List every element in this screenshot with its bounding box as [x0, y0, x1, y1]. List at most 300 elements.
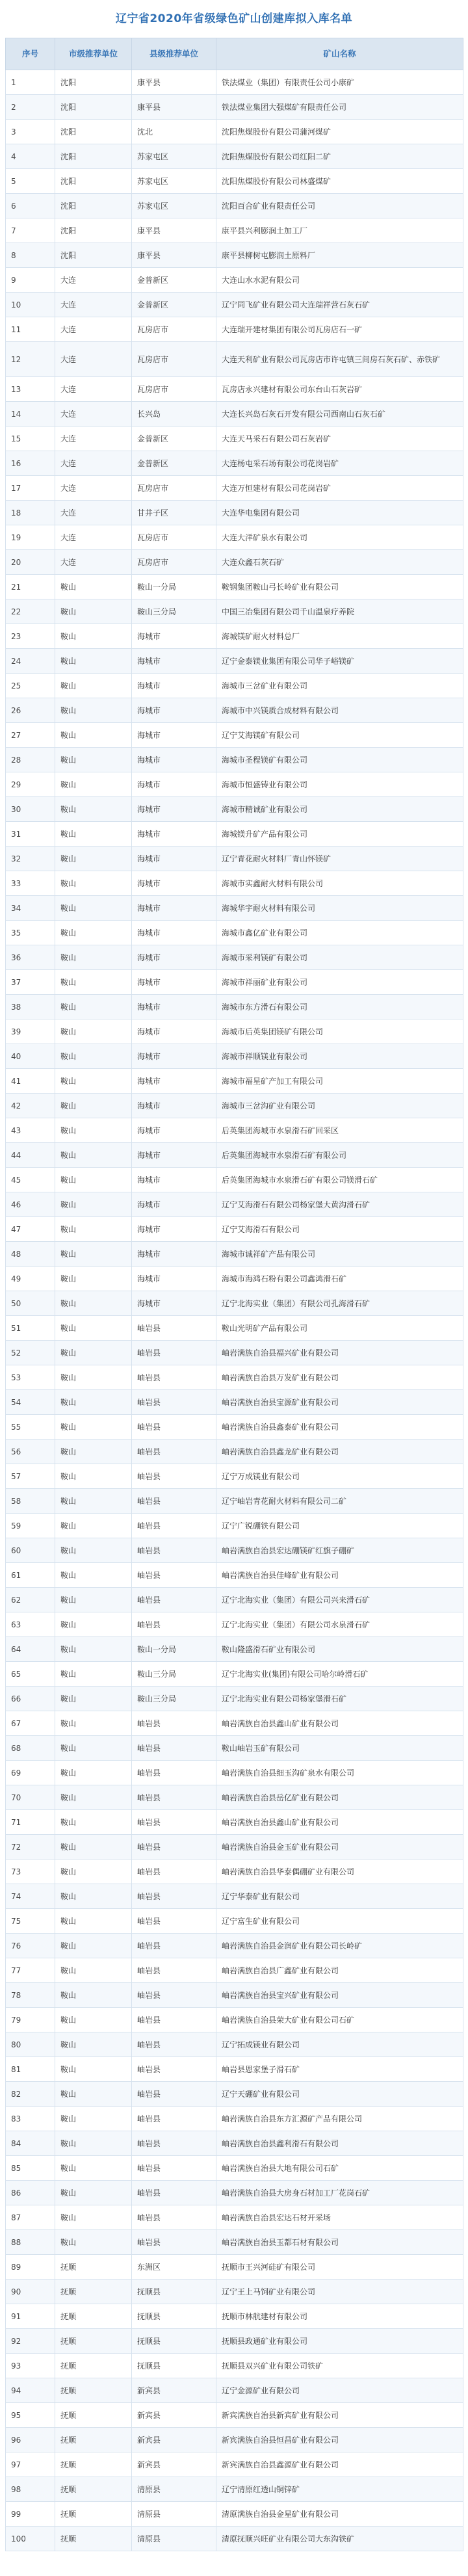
cell-mine-name: 抚顺县双兴矿业有限公司铁矿 [216, 2354, 463, 2378]
cell-mine-name: 辽宁艾海滑石有限公司 [216, 1217, 463, 1242]
table-row [6, 1415, 463, 1439]
cell-county-unit: 海城市 [132, 871, 216, 896]
cell-serial-number: 82 [6, 2082, 55, 2107]
cell-mine-name: 大连万恒建材有限公司花岗岩矿 [216, 476, 463, 501]
cell-serial-number: 6 [6, 194, 55, 218]
cell-serial-number: 35 [6, 921, 55, 945]
table-row [6, 1439, 463, 1464]
cell-serial-number: 95 [6, 2403, 55, 2428]
cell-mine-name: 鞍山光明矿产品有限公司 [216, 1316, 463, 1341]
cell-mine-name: 康平县兴利膨润土加工厂 [216, 218, 463, 243]
cell-city-unit: 鞍山 [55, 2008, 132, 2032]
cell-county-unit: 瓦房店市 [132, 550, 216, 575]
cell-serial-number: 3 [6, 120, 55, 144]
cell-county-unit: 岫岩县 [132, 2205, 216, 2230]
table-row [6, 1884, 463, 1909]
cell-county-unit: 岫岩县 [132, 1588, 216, 1612]
cell-serial-number: 85 [6, 2156, 55, 2181]
cell-city-unit: 鞍山 [55, 1588, 132, 1612]
table-row [6, 1588, 463, 1612]
table-row [6, 2255, 463, 2280]
cell-county-unit: 岫岩县 [132, 1464, 216, 1489]
table-row [6, 144, 463, 169]
cell-serial-number: 14 [6, 402, 55, 427]
cell-city-unit: 鞍山 [55, 1168, 132, 1192]
cell-city-unit: 大连 [55, 525, 132, 550]
cell-county-unit: 岫岩县 [132, 2032, 216, 2057]
table-row [6, 1835, 463, 1860]
cell-county-unit: 岫岩县 [132, 1489, 216, 1514]
cell-city-unit: 大连 [55, 402, 132, 427]
cell-serial-number: 62 [6, 1588, 55, 1612]
cell-county-unit: 岫岩县 [132, 1538, 216, 1563]
cell-mine-name: 新宾满族自治县恒昌矿业有限公司 [216, 2428, 463, 2452]
cell-serial-number: 99 [6, 2502, 55, 2527]
cell-mine-name: 岫岩满族自治县宏达石材开采场 [216, 2205, 463, 2230]
cell-city-unit: 抚顺 [55, 2502, 132, 2527]
cell-city-unit: 鞍山 [55, 945, 132, 970]
cell-serial-number: 34 [6, 896, 55, 921]
cell-county-unit: 海城市 [132, 1143, 216, 1168]
cell-mine-name: 海城市祥丽矿业有限公司 [216, 970, 463, 995]
cell-county-unit: 岫岩县 [132, 2156, 216, 2181]
cell-serial-number: 32 [6, 847, 55, 871]
cell-city-unit: 大连 [55, 293, 132, 317]
cell-serial-number: 29 [6, 772, 55, 797]
cell-serial-number: 72 [6, 1835, 55, 1860]
cell-mine-name: 岫岩满族自治县金润矿业有限公司长岭矿 [216, 1934, 463, 1958]
cell-mine-name: 海城市三岔沟矿业有限公司 [216, 1094, 463, 1118]
cell-county-unit: 海城市 [132, 1044, 216, 1069]
table-row [6, 1390, 463, 1415]
cell-county-unit: 岫岩县 [132, 1983, 216, 2008]
cell-county-unit: 海城市 [132, 1069, 216, 1094]
cell-city-unit: 鞍山 [55, 2131, 132, 2156]
cell-mine-name: 康平县柳树屯膨润土原料厂 [216, 243, 463, 268]
cell-mine-name: 岫岩满族自治县宝源矿业有限公司 [216, 1390, 463, 1415]
cell-city-unit: 鞍山 [55, 599, 132, 624]
cell-mine-name: 沈阳焦煤股份有限公司红阳二矿 [216, 144, 463, 169]
cell-city-unit: 鞍山 [55, 674, 132, 698]
cell-serial-number: 56 [6, 1439, 55, 1464]
cell-city-unit: 鞍山 [55, 1291, 132, 1316]
table-row [6, 2502, 463, 2527]
cell-county-unit: 岫岩县 [132, 1835, 216, 1860]
cell-city-unit: 大连 [55, 377, 132, 402]
cell-county-unit: 岫岩县 [132, 1860, 216, 1884]
cell-city-unit: 鞍山 [55, 2230, 132, 2255]
table-row [6, 1761, 463, 1785]
cell-serial-number: 70 [6, 1785, 55, 1810]
cell-county-unit: 岫岩县 [132, 1909, 216, 1934]
cell-serial-number: 21 [6, 575, 55, 599]
cell-mine-name: 新宾满族自治县新宾矿业有限公司 [216, 2403, 463, 2428]
table-row [6, 2329, 463, 2354]
cell-mine-name: 海城市实鑫耐火材料有限公司 [216, 871, 463, 896]
cell-city-unit: 沈阳 [55, 169, 132, 194]
cell-serial-number: 86 [6, 2181, 55, 2205]
cell-county-unit: 海城市 [132, 896, 216, 921]
cell-county-unit: 岫岩县 [132, 1761, 216, 1785]
table-row [6, 1785, 463, 1810]
cell-county-unit: 岫岩县 [132, 1736, 216, 1761]
cell-mine-name: 海城市三岔矿业有限公司 [216, 674, 463, 698]
cell-mine-name: 辽宁北海实业（集团）有限公司孔海滑石矿 [216, 1291, 463, 1316]
cell-mine-name: 海城市圣程镁矿有限公司 [216, 748, 463, 772]
table-header-row [6, 38, 463, 70]
table-row [6, 1736, 463, 1761]
table-row [6, 427, 463, 451]
cell-mine-name: 海城市海鸿石粉有限公司鑫鸿滑石矿 [216, 1267, 463, 1291]
cell-city-unit: 鞍山 [55, 1439, 132, 1464]
cell-city-unit: 鞍山 [55, 1687, 132, 1711]
cell-serial-number: 83 [6, 2107, 55, 2131]
cell-county-unit: 海城市 [132, 847, 216, 871]
cell-county-unit: 岫岩县 [132, 2181, 216, 2205]
cell-mine-name: 辽宁青花耐火材料厂青山怀镁矿 [216, 847, 463, 871]
cell-county-unit: 瓦房店市 [132, 342, 216, 377]
cell-city-unit: 鞍山 [55, 896, 132, 921]
cell-county-unit: 清原县 [132, 2527, 216, 2551]
table-row [6, 268, 463, 293]
cell-serial-number: 54 [6, 1390, 55, 1415]
cell-county-unit: 抚顺县 [132, 2280, 216, 2304]
cell-city-unit: 抚顺 [55, 2403, 132, 2428]
cell-city-unit: 大连 [55, 268, 132, 293]
table-row [6, 525, 463, 550]
cell-county-unit: 苏家屯区 [132, 144, 216, 169]
cell-city-unit: 鞍山 [55, 1390, 132, 1415]
cell-serial-number: 64 [6, 1637, 55, 1662]
cell-mine-name: 海城市诚祥矿产品有限公司 [216, 1242, 463, 1267]
cell-county-unit: 岫岩县 [132, 1785, 216, 1810]
cell-serial-number: 19 [6, 525, 55, 550]
cell-serial-number: 59 [6, 1514, 55, 1538]
table-row [6, 2304, 463, 2329]
cell-serial-number: 23 [6, 624, 55, 649]
cell-city-unit: 鞍山 [55, 1983, 132, 2008]
table-row [6, 1563, 463, 1588]
cell-county-unit: 海城市 [132, 945, 216, 970]
cell-city-unit: 鞍山 [55, 1489, 132, 1514]
cell-serial-number: 8 [6, 243, 55, 268]
cell-serial-number: 91 [6, 2304, 55, 2329]
table-row [6, 1934, 463, 1958]
table-row [6, 847, 463, 871]
cell-county-unit: 长兴岛 [132, 402, 216, 427]
cell-city-unit: 鞍山 [55, 1958, 132, 1983]
cell-serial-number: 27 [6, 723, 55, 748]
table-row [6, 1192, 463, 1217]
table-row [6, 2452, 463, 2477]
cell-serial-number: 98 [6, 2477, 55, 2502]
cell-serial-number: 96 [6, 2428, 55, 2452]
cell-serial-number: 9 [6, 268, 55, 293]
cell-mine-name: 岫岩满族自治县岳亿矿业有限公司 [216, 1785, 463, 1810]
cell-city-unit: 鞍山 [55, 822, 132, 847]
cell-county-unit: 鞍山三分局 [132, 599, 216, 624]
cell-city-unit: 抚顺 [55, 2452, 132, 2477]
cell-city-unit: 鞍山 [55, 871, 132, 896]
cell-city-unit: 鞍山 [55, 2082, 132, 2107]
page-title: 辽宁省2020年省级绿色矿山创建库拟入库名单 [115, 12, 353, 25]
cell-city-unit: 鞍山 [55, 1538, 132, 1563]
cell-county-unit: 瓦房店市 [132, 377, 216, 402]
cell-mine-name: 鞍钢集团鞍山弓长岭矿业有限公司 [216, 575, 463, 599]
table-row [6, 2205, 463, 2230]
cell-mine-name: 海城市精诚矿业有限公司 [216, 797, 463, 822]
table-row [6, 896, 463, 921]
mine-list-table [5, 38, 463, 2551]
cell-mine-name: 鞍山隆盛滑石矿业有限公司 [216, 1637, 463, 1662]
table-row [6, 2082, 463, 2107]
cell-county-unit: 鞍山三分局 [132, 1687, 216, 1711]
cell-mine-name: 大连华电集团有限公司 [216, 501, 463, 525]
table-row [6, 2230, 463, 2255]
cell-mine-name: 辽宁艾海镁矿有限公司 [216, 723, 463, 748]
cell-mine-name: 大连山水水泥有限公司 [216, 268, 463, 293]
table-row [6, 772, 463, 797]
table-row [6, 2280, 463, 2304]
cell-city-unit: 鞍山 [55, 1612, 132, 1637]
cell-serial-number: 90 [6, 2280, 55, 2304]
cell-serial-number: 2 [6, 95, 55, 120]
cell-city-unit: 鞍山 [55, 698, 132, 723]
cell-city-unit: 鞍山 [55, 1192, 132, 1217]
cell-city-unit: 鞍山 [55, 1415, 132, 1439]
cell-city-unit: 抚顺 [55, 2329, 132, 2354]
cell-serial-number: 28 [6, 748, 55, 772]
table-row [6, 674, 463, 698]
cell-mine-name: 铁法煤业集团大强煤矿有限责任公司 [216, 95, 463, 120]
cell-serial-number: 53 [6, 1365, 55, 1390]
table-row [6, 921, 463, 945]
table-row [6, 1983, 463, 2008]
cell-mine-name: 大连杨屯采石场有限公司花岗岩矿 [216, 451, 463, 476]
table-row [6, 599, 463, 624]
cell-city-unit: 沈阳 [55, 243, 132, 268]
cell-county-unit: 海城市 [132, 1094, 216, 1118]
cell-serial-number: 33 [6, 871, 55, 896]
cell-mine-name: 后英集团海城市水泉滑石矿回采区 [216, 1118, 463, 1143]
cell-serial-number: 40 [6, 1044, 55, 1069]
cell-serial-number: 100 [6, 2527, 55, 2551]
cell-serial-number: 75 [6, 1909, 55, 1934]
table-row [6, 95, 463, 120]
cell-county-unit: 鞍山一分局 [132, 575, 216, 599]
cell-mine-name: 岫岩满族自治县鑫泰矿业有限公司 [216, 1415, 463, 1439]
cell-county-unit: 清原县 [132, 2502, 216, 2527]
cell-city-unit: 沈阳 [55, 120, 132, 144]
table-row [6, 1860, 463, 1884]
table-row [6, 1909, 463, 1934]
cell-county-unit: 康平县 [132, 70, 216, 95]
cell-mine-name: 辽宁万成镁业有限公司 [216, 1464, 463, 1489]
cell-city-unit: 鞍山 [55, 2107, 132, 2131]
cell-city-unit: 鞍山 [55, 1761, 132, 1785]
cell-serial-number: 10 [6, 293, 55, 317]
cell-mine-name: 抚顺县政通矿业有限公司 [216, 2329, 463, 2354]
cell-city-unit: 鞍山 [55, 1341, 132, 1365]
cell-serial-number: 50 [6, 1291, 55, 1316]
cell-city-unit: 鞍山 [55, 1884, 132, 1909]
cell-serial-number: 97 [6, 2452, 55, 2477]
cell-serial-number: 71 [6, 1810, 55, 1835]
cell-city-unit: 鞍山 [55, 995, 132, 1019]
cell-serial-number: 61 [6, 1563, 55, 1588]
cell-city-unit: 鞍山 [55, 1019, 132, 1044]
cell-city-unit: 鞍山 [55, 1860, 132, 1884]
cell-mine-name: 岫岩满族自治县大地有限公司石矿 [216, 2156, 463, 2181]
cell-city-unit: 鞍山 [55, 1711, 132, 1736]
table-row [6, 1316, 463, 1341]
table-row [6, 2428, 463, 2452]
cell-serial-number: 44 [6, 1143, 55, 1168]
cell-serial-number: 18 [6, 501, 55, 525]
cell-county-unit: 海城市 [132, 649, 216, 674]
table-row [6, 1810, 463, 1835]
cell-mine-name: 后英集团海城市水泉滑石矿有限公司镁滑石矿 [216, 1168, 463, 1192]
cell-serial-number: 13 [6, 377, 55, 402]
table-row [6, 970, 463, 995]
cell-mine-name: 辽宁清原红透山铜锌矿 [216, 2477, 463, 2502]
table-row [6, 342, 463, 377]
header-mine-name: 矿山名称 [216, 38, 463, 70]
cell-county-unit: 岫岩县 [132, 1810, 216, 1835]
cell-city-unit: 鞍山 [55, 772, 132, 797]
cell-city-unit: 鞍山 [55, 797, 132, 822]
table-row [6, 1267, 463, 1291]
cell-serial-number: 69 [6, 1761, 55, 1785]
cell-county-unit: 海城市 [132, 748, 216, 772]
table-row [6, 1044, 463, 1069]
cell-county-unit: 海城市 [132, 772, 216, 797]
cell-mine-name: 海城市福星矿产加工有限公司 [216, 1069, 463, 1094]
cell-county-unit: 新宾县 [132, 2378, 216, 2403]
table-row [6, 1019, 463, 1044]
cell-mine-name: 辽宁岫岩青花耐火材料有限公司二矿 [216, 1489, 463, 1514]
cell-city-unit: 鞍山 [55, 1118, 132, 1143]
cell-serial-number: 88 [6, 2230, 55, 2255]
cell-serial-number: 36 [6, 945, 55, 970]
cell-serial-number: 92 [6, 2329, 55, 2354]
table-row [6, 2057, 463, 2082]
cell-mine-name: 岫岩满族自治县荣大矿业有限公司石矿 [216, 2008, 463, 2032]
cell-mine-name: 海城镁矿耐火材料总厂 [216, 624, 463, 649]
cell-city-unit: 鞍山 [55, 1736, 132, 1761]
cell-county-unit: 金普新区 [132, 451, 216, 476]
cell-serial-number: 66 [6, 1687, 55, 1711]
cell-county-unit: 抚顺县 [132, 2354, 216, 2378]
cell-county-unit: 岫岩县 [132, 2230, 216, 2255]
cell-county-unit: 岫岩县 [132, 1514, 216, 1538]
cell-county-unit: 抚顺县 [132, 2304, 216, 2329]
cell-mine-name: 岫岩满族自治县鑫山矿业有限公司 [216, 1810, 463, 1835]
cell-city-unit: 抚顺 [55, 2378, 132, 2403]
cell-mine-name: 岫岩满族自治县鑫龙矿业有限公司 [216, 1439, 463, 1464]
cell-serial-number: 31 [6, 822, 55, 847]
cell-county-unit: 新宾县 [132, 2403, 216, 2428]
cell-city-unit: 鞍山 [55, 1637, 132, 1662]
cell-mine-name: 岫岩满族自治县大房身石材加工厂花岗石矿 [216, 2181, 463, 2205]
cell-county-unit: 鞍山三分局 [132, 1662, 216, 1687]
table-row [6, 723, 463, 748]
cell-county-unit: 苏家屯区 [132, 169, 216, 194]
cell-county-unit: 瓦房店市 [132, 525, 216, 550]
cell-county-unit: 海城市 [132, 1267, 216, 1291]
cell-county-unit: 海城市 [132, 1242, 216, 1267]
cell-city-unit: 鞍山 [55, 1365, 132, 1390]
table-row [6, 377, 463, 402]
cell-serial-number: 42 [6, 1094, 55, 1118]
cell-county-unit: 海城市 [132, 1168, 216, 1192]
cell-serial-number: 80 [6, 2032, 55, 2057]
cell-county-unit: 海城市 [132, 1192, 216, 1217]
cell-city-unit: 鞍山 [55, 1909, 132, 1934]
table-row [6, 1069, 463, 1094]
cell-county-unit: 海城市 [132, 995, 216, 1019]
cell-county-unit: 岫岩县 [132, 2107, 216, 2131]
cell-mine-name: 辽宁天硼矿业有限公司 [216, 2082, 463, 2107]
cell-mine-name: 海城市中兴镁质合成材料有限公司 [216, 698, 463, 723]
table-row [6, 501, 463, 525]
cell-county-unit: 东洲区 [132, 2255, 216, 2280]
cell-mine-name: 岫岩县恩家堡子滑石矿 [216, 2057, 463, 2082]
table-row [6, 2378, 463, 2403]
table-row [6, 1687, 463, 1711]
table-row [6, 243, 463, 268]
header-serial-number: 序号 [6, 38, 55, 70]
cell-serial-number: 77 [6, 1958, 55, 1983]
table-row [6, 1094, 463, 1118]
cell-county-unit: 岫岩县 [132, 1884, 216, 1909]
cell-county-unit: 新宾县 [132, 2428, 216, 2452]
cell-mine-name: 辽宁同飞矿业有限公司大连瑞祥营石灰石矿 [216, 293, 463, 317]
cell-mine-name: 海城市鑫亿矿业有限公司 [216, 921, 463, 945]
cell-city-unit: 鞍山 [55, 2205, 132, 2230]
table-row [6, 2477, 463, 2502]
cell-city-unit: 鞍山 [55, 723, 132, 748]
cell-serial-number: 63 [6, 1612, 55, 1637]
cell-city-unit: 大连 [55, 550, 132, 575]
cell-city-unit: 鞍山 [55, 624, 132, 649]
cell-city-unit: 鞍山 [55, 2156, 132, 2181]
cell-serial-number: 45 [6, 1168, 55, 1192]
cell-city-unit: 沈阳 [55, 70, 132, 95]
cell-city-unit: 鞍山 [55, 1267, 132, 1291]
cell-mine-name: 岫岩满族自治县金玉矿业有限公司 [216, 1835, 463, 1860]
table-row [6, 550, 463, 575]
cell-city-unit: 大连 [55, 342, 132, 377]
cell-county-unit: 康平县 [132, 243, 216, 268]
table-row [6, 1118, 463, 1143]
cell-city-unit: 鞍山 [55, 1662, 132, 1687]
cell-city-unit: 抚顺 [55, 2428, 132, 2452]
cell-county-unit: 金普新区 [132, 293, 216, 317]
table-body [6, 70, 463, 2551]
cell-mine-name: 鞍山岫岩玉矿有限公司 [216, 1736, 463, 1761]
cell-serial-number: 68 [6, 1736, 55, 1761]
cell-serial-number: 4 [6, 144, 55, 169]
cell-city-unit: 鞍山 [55, 970, 132, 995]
cell-county-unit: 苏家屯区 [132, 194, 216, 218]
cell-county-unit: 海城市 [132, 698, 216, 723]
cell-city-unit: 鞍山 [55, 1835, 132, 1860]
cell-mine-name: 清原抚顺兴旺矿业有限公司大东沟铁矿 [216, 2527, 463, 2551]
cell-mine-name: 辽宁北海实业(集团)有限公司哈尔岭滑石矿 [216, 1662, 463, 1687]
cell-mine-name: 瓦房店永兴建材有限公司东台山石灰岩矿 [216, 377, 463, 402]
cell-county-unit: 海城市 [132, 1019, 216, 1044]
